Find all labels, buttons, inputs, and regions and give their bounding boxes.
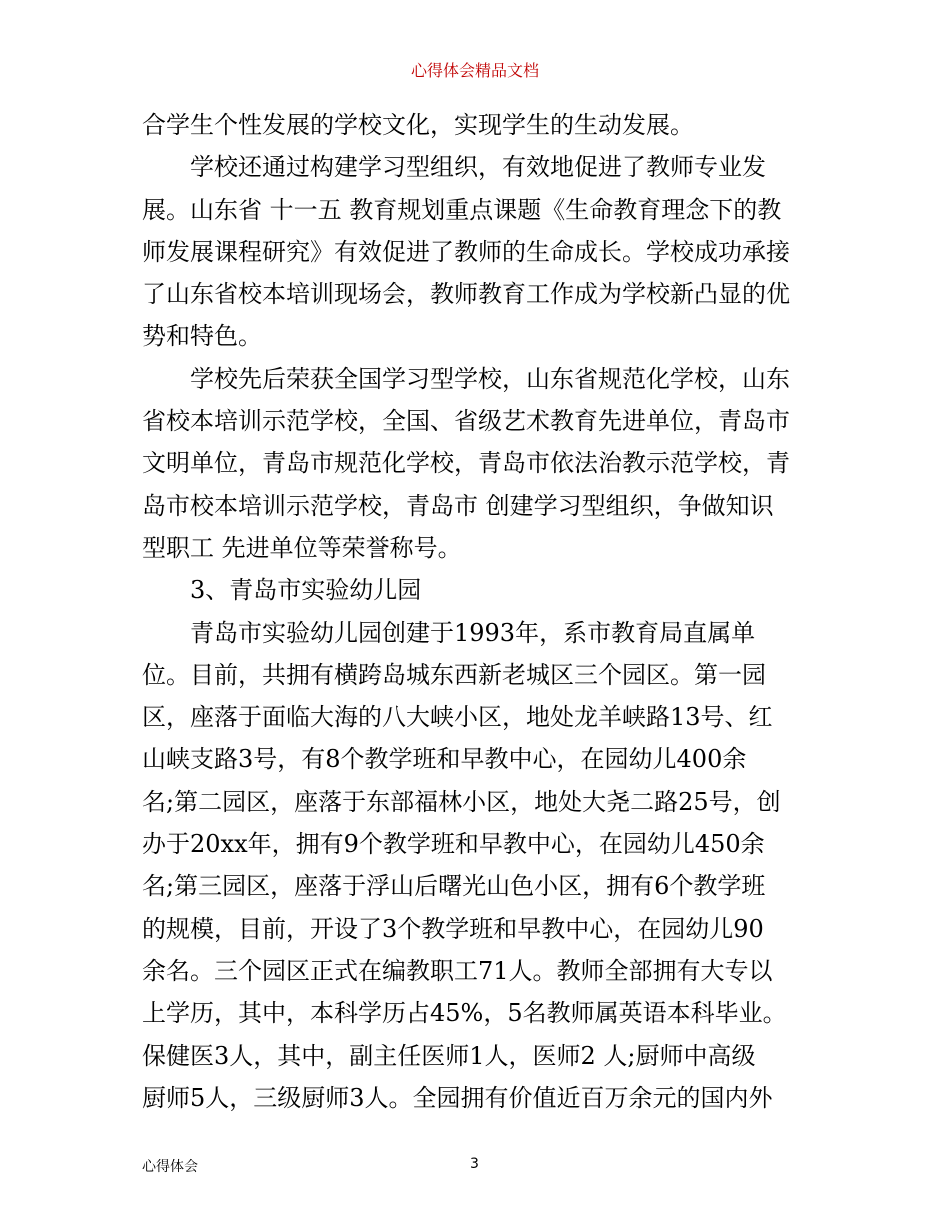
text-line: 保健医3人，其中，副主任医师1人，医师2 人;厨师中高级 <box>142 1041 756 1070</box>
text-line: 厨师5人，三级厨师3人。全园拥有价值近百万余元的国内外 <box>142 1083 773 1112</box>
text-line: 位。目前，共拥有横跨岛城东西新老城区三个园区。第一园 <box>142 660 766 689</box>
text-line: 办于20xx年，拥有9个教学班和早教中心，在园幼儿450余 <box>142 830 765 859</box>
text-line: 名;第二园区，座落于东部福林小区，地处大尧二路25号，创 <box>142 787 781 816</box>
document-body <box>142 104 810 1119</box>
text-line: 省校本培训示范学校，全国、省级艺术教育先进单位，青岛市 <box>142 407 790 436</box>
text-line: 山峡支路3号，有8个教学班和早教中心，在园幼儿400余 <box>142 745 747 774</box>
text-line: 学校还通过构建学习型组织，有效地促进了教师专业发 <box>190 153 766 182</box>
text-line: 展。山东省 十一五 教育规划重点课题《生命教育理念下的教 <box>142 195 782 224</box>
text-line: 上学历，其中，本科学历占45%，5名教师属英语本科毕业。 <box>142 999 787 1028</box>
text-line: 了山东省校本培训现场会，教师教育工作成为学校新凸显的优 <box>142 280 790 309</box>
text-line: 型职工 先进单位等荣誉称号。 <box>142 533 462 562</box>
text-line: 合学生个性发展的学校文化，实现学生的生动发展。 <box>142 111 694 139</box>
text-line: 名;第三园区，座落于浮山后曙光山色小区，拥有6个教学班 <box>142 872 766 901</box>
text-line: 区，座落于面临大海的八大峡小区，地处龙羊峡路13号、红 <box>142 703 773 732</box>
text-line: 青岛市实验幼儿园创建于1993年，系市教育局直属单 <box>190 618 756 647</box>
text-line: 3、青岛市实验幼儿园 <box>190 576 422 605</box>
text-line: 余名。三个园区正式在编教职工71人。教师全部拥有大专以 <box>142 956 773 985</box>
text-line: 师发展课程研究》有效促进了教师的生命成长。学校成功承接 <box>142 237 790 266</box>
page-header-title: 心得体会精品文档 <box>410 61 539 80</box>
footer-label: 心得体会 <box>142 1159 198 1175</box>
text-line: 的规模，目前，开设了3个教学班和早教中心，在园幼儿90 <box>142 914 764 943</box>
text-line: 文明单位，青岛市规范化学校，青岛市依法治教示范学校，青 <box>142 449 790 478</box>
text-line: 学校先后荣获全国学习型学校，山东省规范化学校，山东 <box>190 364 790 393</box>
page-number: 3 <box>470 1156 479 1172</box>
text-line: 势和特色。 <box>142 322 262 351</box>
text-line: 岛市校本培训示范学校，青岛市 创建学习型组织，争做知识 <box>142 491 774 520</box>
